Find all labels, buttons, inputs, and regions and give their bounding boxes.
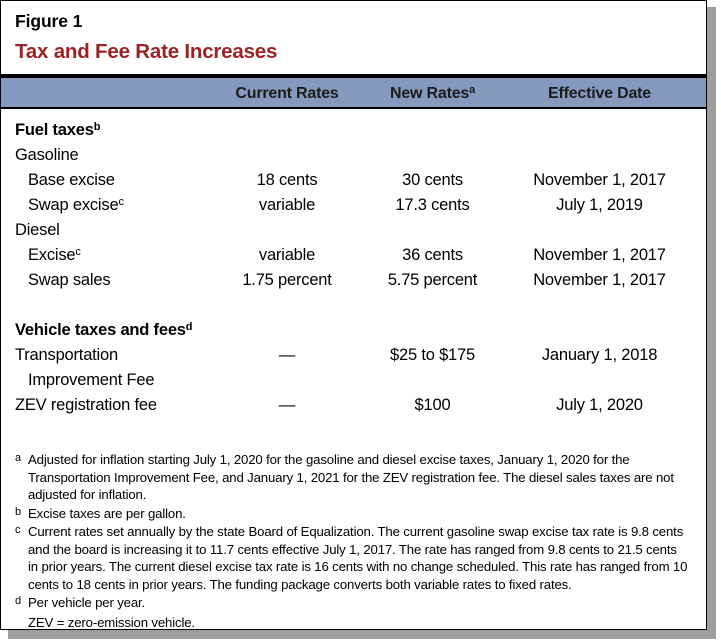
row-label-swap-excise [1,193,213,218]
empty-cell [504,118,707,143]
figure-drop-shadow-right [707,7,716,637]
subgroup-heading-row [1,218,707,243]
section-heading-row [1,318,707,343]
row-effective-date: July 1, 2019 [556,196,643,214]
section-heading-text: Fuel taxes [15,121,94,139]
table-row [1,268,707,293]
table-row [1,243,707,268]
footnote-marker-a: a [469,83,476,96]
table-row [1,343,707,368]
footnote-marker: d [15,595,21,607]
row-new-rate: $25 to $175 [390,346,475,364]
row-new-rate: 17.3 cents [395,196,470,214]
footnote-marker: a [15,452,21,464]
table-header-row [1,78,707,109]
section-heading-row [1,118,707,143]
column-header-label [1,78,213,109]
empty-cell [504,318,707,343]
footnote-marker-c: c [75,246,81,258]
figure-drop-shadow-bottom [8,630,716,639]
row-label-diesel-excise [1,243,213,268]
row-current-rate: variable [258,246,316,264]
footnotes-block [1,443,706,630]
empty-cell [361,118,504,143]
footnote-text: Adjusted for inflation starting July 1, 2020 for the gasoline and diesel excise taxes, January 1, 2020 for the Transportation Improvement Fee, and January 1, 2021 for the ZEV registration fee. The diesel sales taxes are not adjusted for inflation. [28,452,674,502]
table-row [1,393,707,418]
table-header-band [1,78,706,107]
empty-cell [504,143,707,168]
table-row [1,193,707,218]
empty-cell [213,368,361,393]
footnote-spacer [1,418,707,443]
subgroup-heading-row [1,143,707,168]
empty-cell [361,218,504,243]
row-label-zev-registration-fee: ZEV registration fee [15,396,157,414]
figure-label: Figure 1 [15,11,83,31]
row-current-rate: — [278,346,296,364]
table-row-continuation [1,368,707,393]
footnote-text: Current rates set annually by the state Board of Equalization. The current gasoline swap excise tax rate is 9.8 cents and the board is increasing it to 11.7 cents effective July 1, 2017. The rate has ranged from 9.8 cents to 21.5 cents in prior years. The current diesel excise tax rate is 16 cents with no change scheduled. This rate has ranged from 10 cents to 18 cents in prior years. The funding package converts both variable rates to fixed rates. [28,524,688,592]
empty-cell [361,368,504,393]
column-header-current-rates: Current Rates [235,84,339,102]
table-row [1,168,707,193]
footnote-c [15,523,690,593]
row-current-rate: — [278,396,296,414]
footnote-d [15,594,690,612]
empty-cell [504,218,707,243]
empty-cell [504,368,707,393]
row-label-transportation-improvement-fee-line2: Improvement Fee [28,371,155,389]
empty-cell [213,118,361,143]
figure-title-block [1,1,706,65]
column-header-new-rates-text: New Rates [389,84,470,102]
column-header-new-rates [361,78,504,109]
row-effective-date: November 1, 2017 [533,271,666,289]
section-spacer [1,293,707,318]
abbreviation-note: ZEV = zero-emission vehicle. [28,614,195,630]
subgroup-heading-gasoline: Gasoline [15,146,79,164]
empty-cell [361,143,504,168]
subgroup-heading-diesel: Diesel [15,221,60,239]
section-heading-fuel-taxes [1,118,213,143]
row-label-swap-sales: Swap sales [28,271,111,289]
empty-cell [213,218,361,243]
row-effective-date: November 1, 2017 [533,171,666,189]
row-label-base-excise: Base excise [28,171,115,189]
row-current-rate: variable [258,196,316,214]
empty-cell [213,143,361,168]
footnote-marker-b: b [93,121,101,133]
row-current-rate: 18 cents [256,171,318,189]
column-header-effective-date: Effective Date [547,84,652,102]
row-label-transportation-improvement-fee: Transportation [15,346,118,364]
row-effective-date: January 1, 2018 [541,346,658,364]
figure-title: Tax and Fee Rate Increases [15,40,278,63]
empty-cell [213,318,361,343]
footnote-text: Excise taxes are per gallon. [28,505,186,521]
footnote-marker: c [15,524,21,536]
row-new-rate: $100 [414,396,451,414]
section-heading-text: Vehicle taxes and fees [15,321,186,339]
row-new-rate: 36 cents [402,246,463,264]
table-body [1,109,706,443]
empty-cell [361,318,504,343]
footnote-text: Per vehicle per year. [28,595,146,610]
row-label-text: Swap excise [28,196,119,214]
footnote-marker-d: d [185,321,193,333]
row-effective-date: July 1, 2020 [556,396,643,414]
footnote-a [15,451,690,504]
footnote-marker: b [15,505,21,518]
footnote-marker-c: c [118,196,124,208]
footnote-b [15,505,690,523]
row-current-rate: 1.75 percent [242,271,332,289]
row-new-rate: 5.75 percent [387,271,478,289]
section-heading-vehicle-taxes [1,318,213,343]
row-new-rate: 30 cents [402,171,463,189]
row-label-text: Excise [28,246,76,264]
row-effective-date: November 1, 2017 [533,246,666,264]
